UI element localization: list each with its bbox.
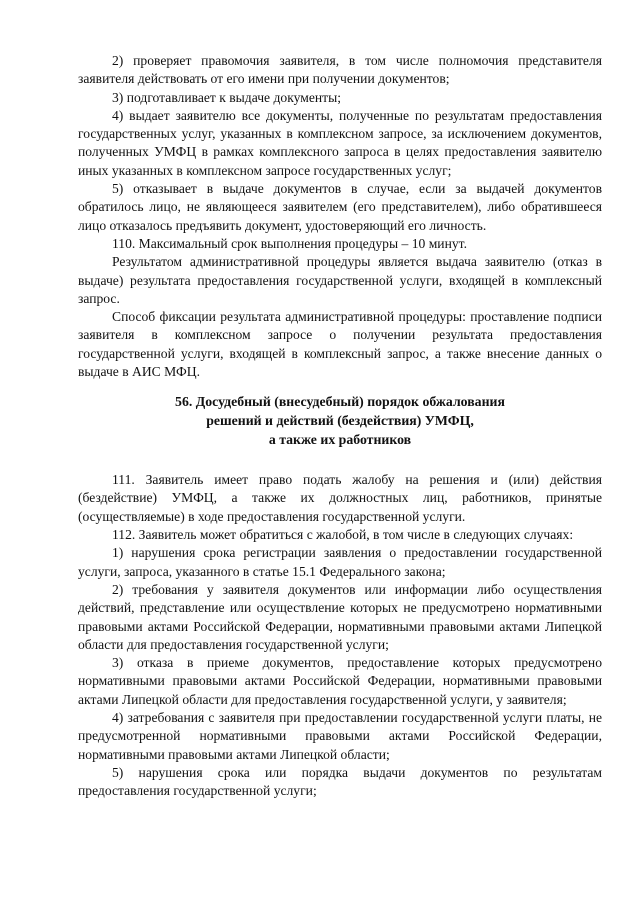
complaint-case-1: 1) нарушения срока регистрации заявления о предоставлении государственной услуги, запроса, указанного в статье 15.1 Федерального закона; <box>78 545 602 579</box>
section-heading <box>78 393 602 449</box>
paragraph-110: 110. Максимальный срок выполнения процедуры – 10 минут. <box>112 235 467 251</box>
paragraph-item-2: 2) проверяет правомочия заявителя, в том числе полномочия представителя заявителя действовать от его имени при получении документов; <box>78 53 602 87</box>
complaint-case-4: 4) затребования с заявителя при предоставлении государственной услуги платы, не предусмотренной нормативными правовыми актами Российской Федерации, нормативными правовыми актами Липецкой области; <box>78 709 602 762</box>
section-heading-line-1: 56. Досудебный (внесудебный) порядок обжалования <box>175 394 505 410</box>
complaint-case-3: 3) отказа в приеме документов, предоставление которых предусмотрено нормативными правовыми актами Российской Федерации, нормативными правовыми актами Липецкой области для предоставления государственной услуги, у заявителя; <box>78 655 602 707</box>
paragraph-result: Результатом административной процедуры является выдача заявителю (отказ в выдаче) результата предоставления государственной услуги, входящей в комплексный запрос. <box>78 254 602 306</box>
paragraph-item-5: 5) отказывает в выдаче документов в случае, если за выдачей документов обратилось лицо, не являющееся заявителем (его представителем), либо обратившееся лицо отказалось предъявить документ, удостоверяющий его личность. <box>78 181 602 233</box>
paragraph-item-4: 4) выдает заявителю все документы, полученные по результатам предоставления государственных услуг, указанных в комплексном запросе, за исключением документов, полученных УМФЦ в рамках комплексного запроса в целях предоставления заявителю иных указанных в комплексном запросе государственных услуг; <box>78 107 602 178</box>
document-page <box>78 52 602 800</box>
paragraph-item-3: 3) подготавливает к выдаче документы; <box>112 89 341 105</box>
paragraph-fixation: Способ фиксации результата административной процедуры: проставление подписи заявителя в комплексном запросе о получении результата предоставления государственной услуги, входящей в комплексный запрос, а также внесение данных о выдаче в АИС МФЦ. <box>78 309 602 380</box>
section-heading-line-2: решений и действий (бездействия) УМФЦ, <box>206 412 474 428</box>
section-heading-line-3: а также их работников <box>268 431 412 447</box>
complaint-case-2: 2) требования у заявителя документов или информации либо осуществления действий, представление или осуществление которых не предусмотрено нормативными правовыми актами Российской Федерации, нормативными правовыми актами Липецкой области для предоставления государственной услуги; <box>78 581 602 652</box>
paragraph-111: 111. Заявитель имеет право подать жалобу на решения и (или) действия (бездействие) УМФЦ, а также их должностных лиц, работников, принятые (осуществляемые) в ходе предоставления государственной услуги. <box>78 472 602 524</box>
paragraph-112: 112. Заявитель может обратиться с жалобой, в том числе в следующих случаях: <box>112 527 574 543</box>
complaint-case-5: 5) нарушения срока или порядка выдачи документов по результатам предоставления государственной услуги; <box>78 764 602 799</box>
